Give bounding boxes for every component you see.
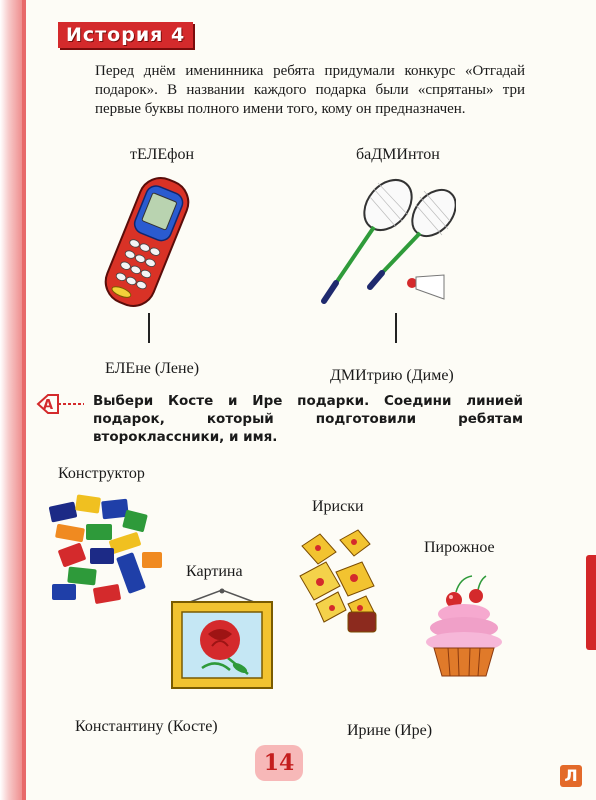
gift-label-constructor: Конструктор	[58, 465, 145, 482]
name-label-ira: Ирине (Ире)	[347, 722, 433, 739]
page-number: 14	[255, 745, 303, 781]
intro-paragraph: Перед днём именинника ребята придумали конкурс «Отгадай подарок». В названии каждого подарка были «спрятаны» три первые буквы полного имени того, кому он предназначен.	[95, 63, 525, 117]
task-letter-badge	[36, 393, 86, 415]
name-label-kostya: Константину (Косте)	[75, 718, 218, 735]
toffee-image	[296, 524, 388, 636]
page-side-tab	[586, 555, 596, 650]
painting-image	[170, 588, 274, 690]
cake-image	[424, 572, 504, 678]
phone-image	[92, 172, 202, 312]
example-word-phone: тЕЛЕфон	[130, 146, 195, 163]
example-name-dima: ДМИтрию (Диме)	[330, 367, 454, 384]
phone-connector-line	[148, 313, 150, 343]
constructor-image	[46, 492, 166, 610]
badminton-image	[316, 175, 456, 315]
example-name-lena: ЕЛЕне (Лене)	[105, 360, 200, 377]
publisher-logo: Л	[560, 765, 582, 787]
task-instruction: Выбери Косте и Ире подарки. Соедини линией подарок, который подготовили ребятам второклассники, и имя.	[93, 393, 523, 445]
gift-label-toffee: Ириски	[312, 498, 364, 515]
story-title: История 4	[58, 22, 193, 48]
badminton-connector-line	[395, 313, 397, 343]
gift-label-cake: Пирожное	[424, 539, 495, 556]
page-binding	[0, 0, 22, 800]
gift-label-painting: Картина	[186, 563, 243, 580]
example-word-badminton: баДМИнтон	[356, 146, 440, 163]
task-letter: А	[42, 398, 54, 413]
